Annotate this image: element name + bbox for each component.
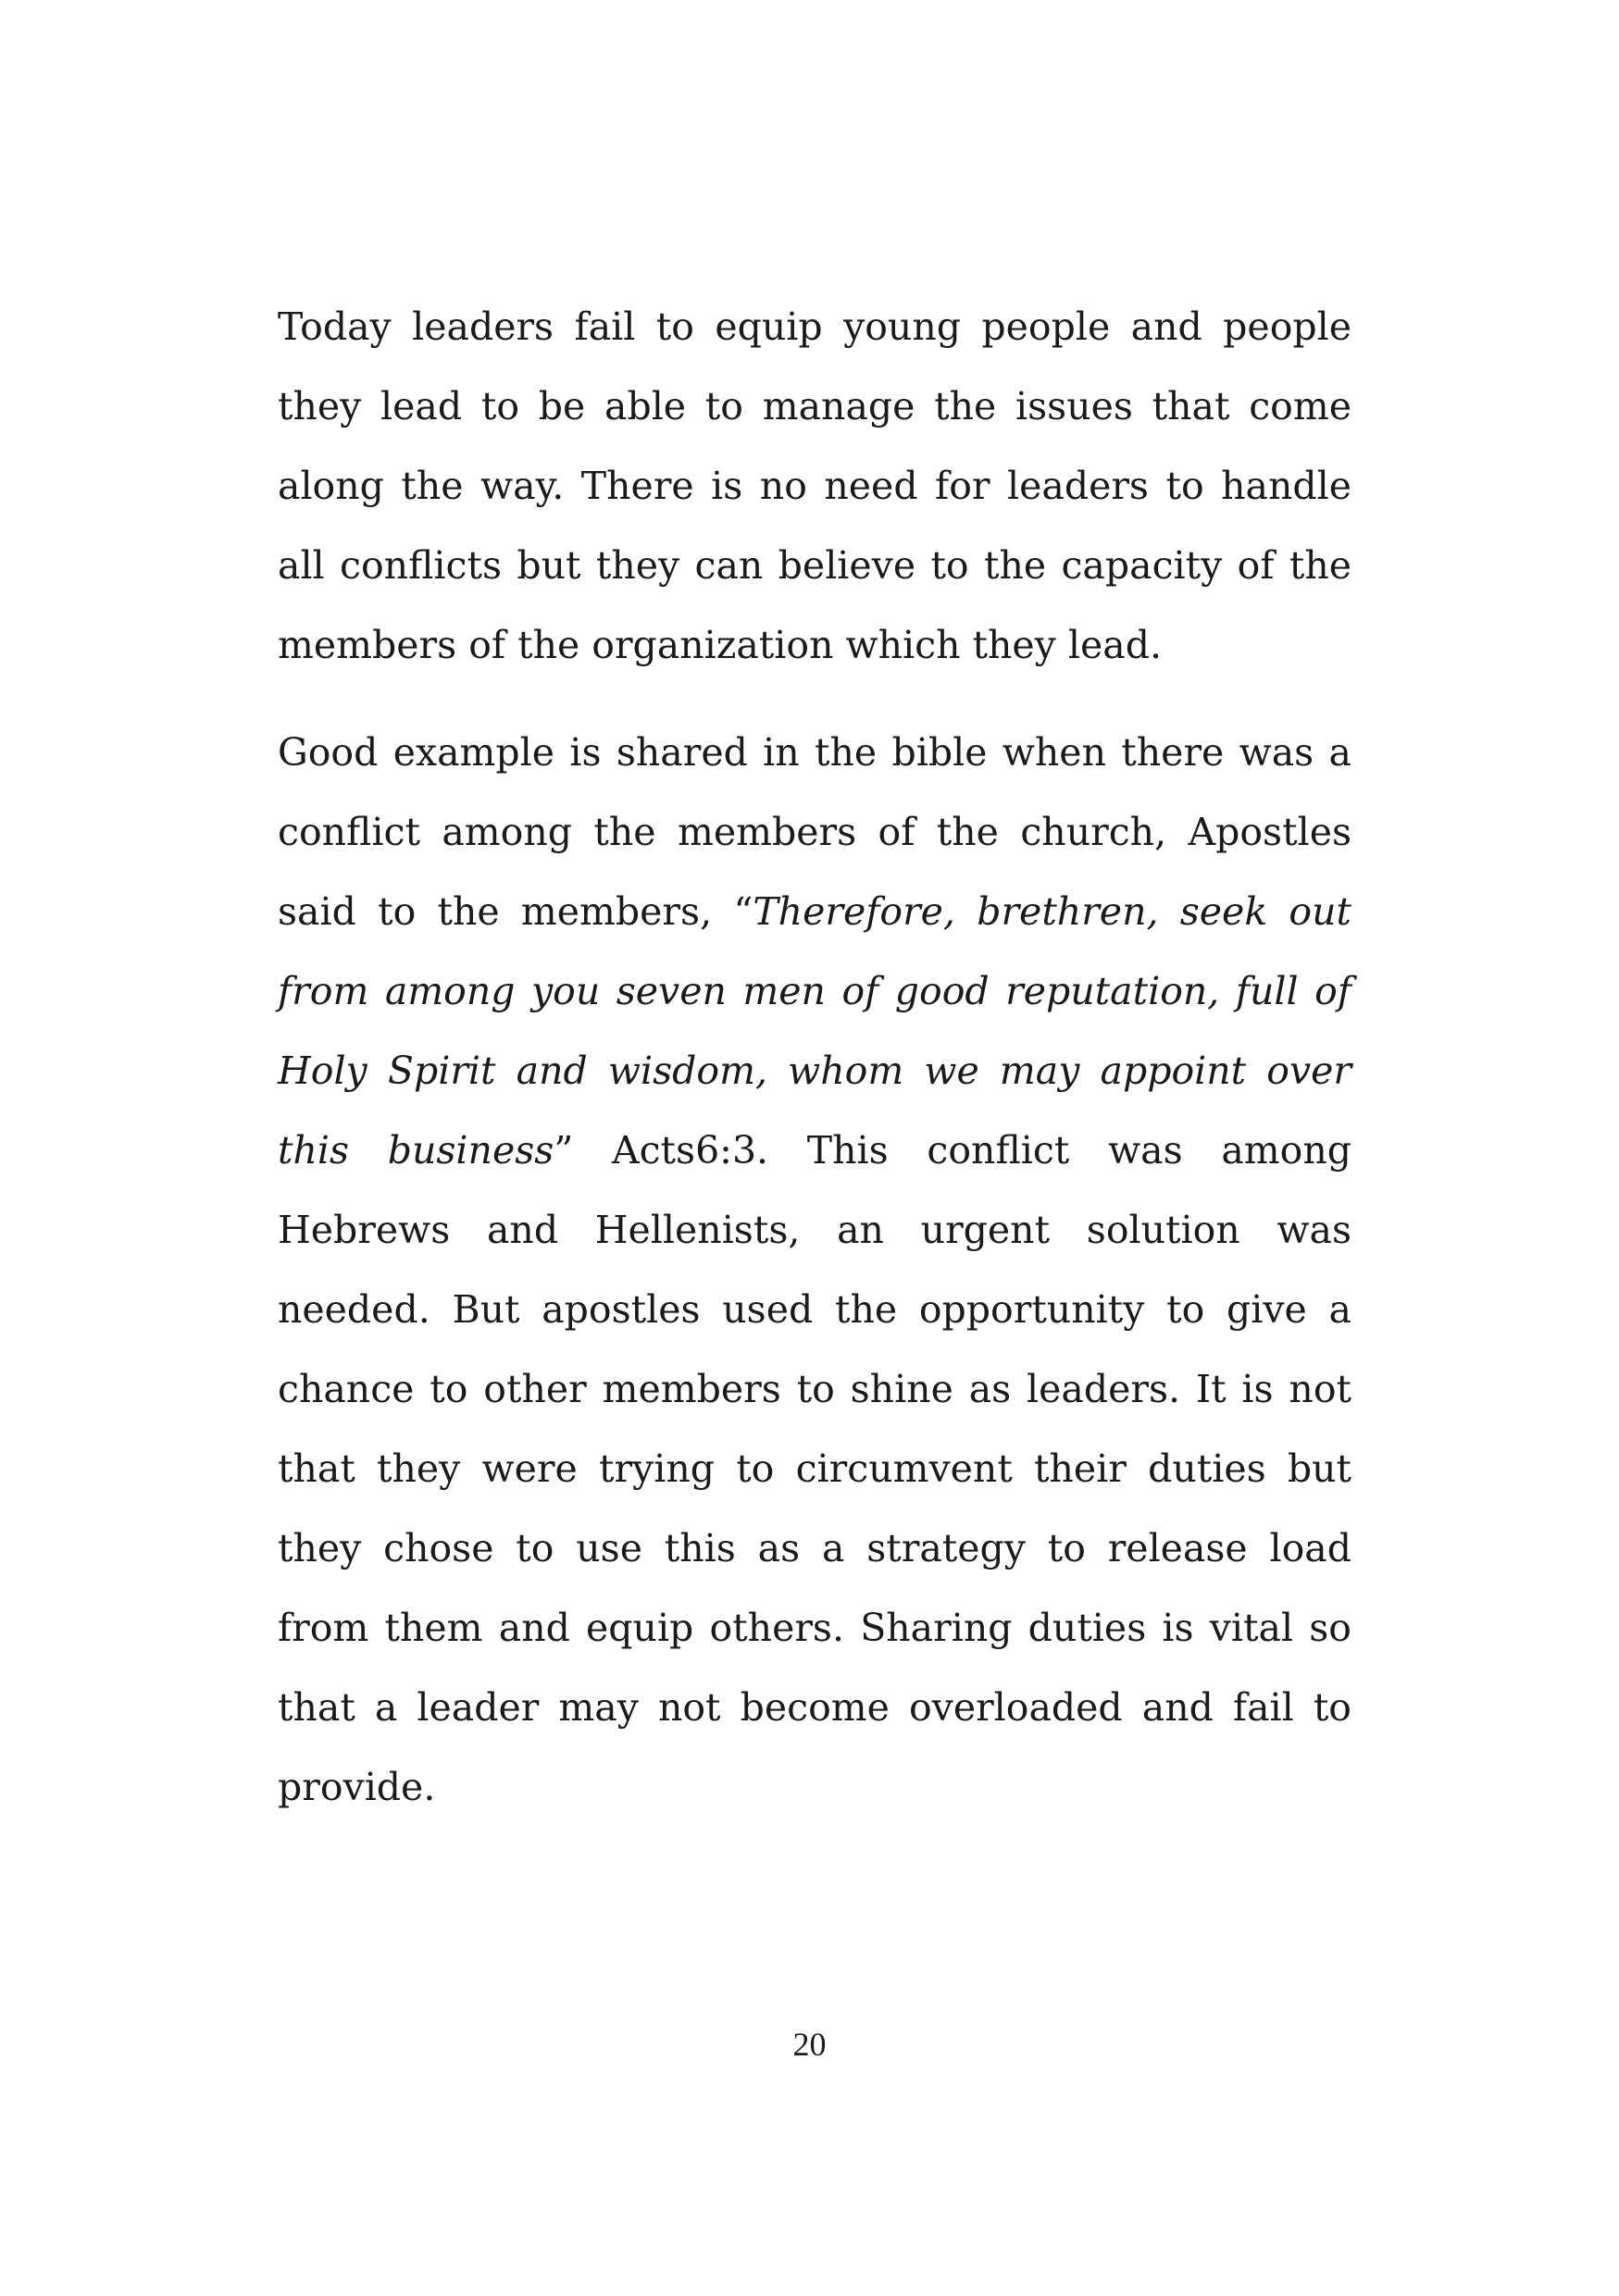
paragraph-2-continuation: ” Acts6:3. This conflict was among Hebrews and Hellenists, an urgent solution was needed. But apostles used the opportunity to give a chance to other members to shine as leaders. It is not that they were trying to circumvent their duties but they chose to use this as a strategy to release load from them and equip others. Sharing duties is vital so that a leader may not become overloaded and fail to provide.	[278, 1128, 1352, 1809]
paragraph-1: Today leaders fail to equip young people and people they lead to be able to manage the issues that come along the way. There is no need for leaders to handle all conflicts but they can believe to the capacity of the members of the organization which they lead.	[278, 304, 1351, 667]
scripture-quote: Therefore, brethren, seek out from among you seven men of good reputation, full of Holy Spirit and wisdom, whom we may appoint over this business	[278, 889, 1351, 1173]
paragraph-2-intro: Good example is shared in the bible when there was a conflict among the members of the church, Apostles said to the members, “	[278, 730, 1351, 934]
body-text	[278, 287, 1351, 1827]
paragraph-2	[278, 713, 1351, 1827]
page-number: 20	[792, 2026, 827, 2063]
